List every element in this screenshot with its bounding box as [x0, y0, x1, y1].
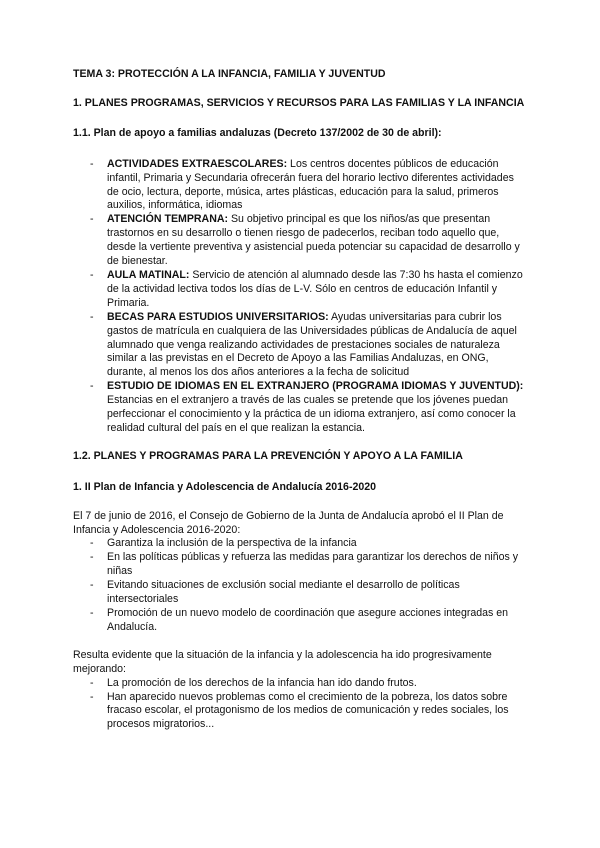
support-measures-list	[73, 158, 528, 436]
bullet-dash: -	[90, 213, 94, 226]
item-text: Servicio de atención al alumnado desde las 7:30 hs hasta el comienzo de la actividad lectiva todos los días de L-V. Sólo en centros de educación Infantil y Primaria.	[107, 268, 523, 309]
item-text: Evitando situaciones de exclusión social mediante el desarrollo de políticas intersectoriales	[107, 579, 460, 606]
bullet-dash: -	[90, 676, 94, 689]
bullet-dash: -	[90, 537, 94, 550]
item-term: AULA MATINAL:	[107, 268, 190, 281]
item-term: BECAS PARA ESTUDIOS UNIVERSITARIOS:	[107, 310, 329, 323]
bullet-dash: -	[90, 157, 94, 170]
item-text: Promoción de un nuevo modelo de coordinación que asegure acciones integradas en Andalucía.	[107, 607, 509, 633]
bullet-dash: -	[90, 607, 94, 619]
document-page	[73, 68, 528, 732]
bullet-dash: -	[90, 268, 94, 281]
list-item	[73, 579, 528, 607]
item-term: ESTUDIO DE IDIOMAS EN EL EXTRANJERO (PROGRAMA IDIOMAS Y JUVENTUD):	[107, 380, 524, 393]
bullet-dash: -	[90, 579, 94, 592]
list-item	[73, 213, 528, 269]
list-item	[73, 311, 528, 381]
item-text: Su objetivo principal es que los niños/as que presentan trastornos en su desarrollo o tienen riesgo de padecerlos, reciban todo aquello que, desde la vertiente preventiva y asistencial pueda potenciar su capacidad de desarrollo y de bienestar.	[107, 213, 520, 268]
item-text: Ayudas universitarias para cubrir los gastos de matrícula en cualquiera de las Universidades públicas de Andalucía de aquel alumnado que venga realizando actividades de prestaciones sociales de naturaleza similar a las previstas en el Decreto de Apoyo a las Familias Andaluzas, en ONG, durante, al menos los dos años anteriores a la fecha de solicitud	[107, 310, 517, 379]
list-item	[73, 691, 528, 733]
document-title: TEMA 3: PROTECCIÓN A LA INFANCIA, FAMILIA Y JUVENTUD	[73, 68, 386, 80]
item-term: ACTIVIDADES EXTRAESCOLARES:	[107, 157, 288, 170]
item-text: Garantiza la inclusión de la perspectiva de la infancia	[107, 537, 357, 550]
situation-paragraph: Resulta evidente que la situación de la infancia y la adolescencia ha ido progresivamente mejorando:	[73, 648, 492, 675]
section-1-1-heading: 1.1. Plan de apoyo a familias andaluzas (Decreto 137/2002 de 30 de abril):	[73, 126, 442, 139]
section-1-2-heading: 1.2. PLANES Y PROGRAMAS PARA LA PREVENCIÓN Y APOYO A LA FAMILIA	[73, 449, 463, 462]
list-item	[73, 607, 528, 635]
item-text: Los centros docentes públicos de educación infantil, Primaria y Secundaria ofrecerán fuera del horario lectivo diferentes actividades de ocio, lectura, deporte, música, artes plásticas, educación para la salud, primeros auxilios, informática, idiomas	[107, 157, 514, 212]
item-term: ATENCIÓN TEMPRANA:	[107, 213, 229, 226]
list-item	[73, 380, 528, 436]
list-item	[73, 269, 528, 311]
situation-list	[73, 677, 528, 733]
item-text: En las políticas públicas y refuerza las medidas para garantizar los derechos de niños y niñas	[107, 551, 519, 578]
plan-subheading: 1. II Plan de Infancia y Adolescencia de Andalucía 2016-2020	[73, 480, 377, 493]
item-text: La promoción de los derechos de la infancia han ido dando frutos.	[107, 676, 417, 689]
bullet-dash: -	[90, 310, 94, 323]
plan-goals-list	[73, 537, 528, 634]
bullet-dash: -	[90, 690, 94, 703]
list-item	[73, 551, 528, 579]
list-item	[73, 158, 528, 214]
item-text: Estancias en el extranjero a través de las cuales se pretende que los jóvenes puedan perfeccionar el conocimiento y la práctica de un idioma extranjero, así como conocer la realidad cultural del país en el que realizan la estancia.	[107, 394, 516, 434]
plan-paragraph: El 7 de junio de 2016, el Consejo de Gobierno de la Junta de Andalucía aprobó el II Plan de Infancia y Adolescencia 2016-2020:	[73, 509, 504, 536]
item-text: Han aparecido nuevos problemas como el crecimiento de la pobreza, los datos sobre fracaso escolar, el protagonismo de los medios de comunicación y redes sociales, los procesos migratorios...	[107, 690, 509, 731]
list-item	[73, 537, 528, 551]
bullet-dash: -	[90, 380, 94, 393]
section-1-heading: 1. PLANES PROGRAMAS, SERVICIOS Y RECURSOS PARA LAS FAMILIAS Y LA INFANCIA	[73, 96, 525, 109]
list-item	[73, 677, 528, 691]
bullet-dash: -	[90, 551, 94, 564]
